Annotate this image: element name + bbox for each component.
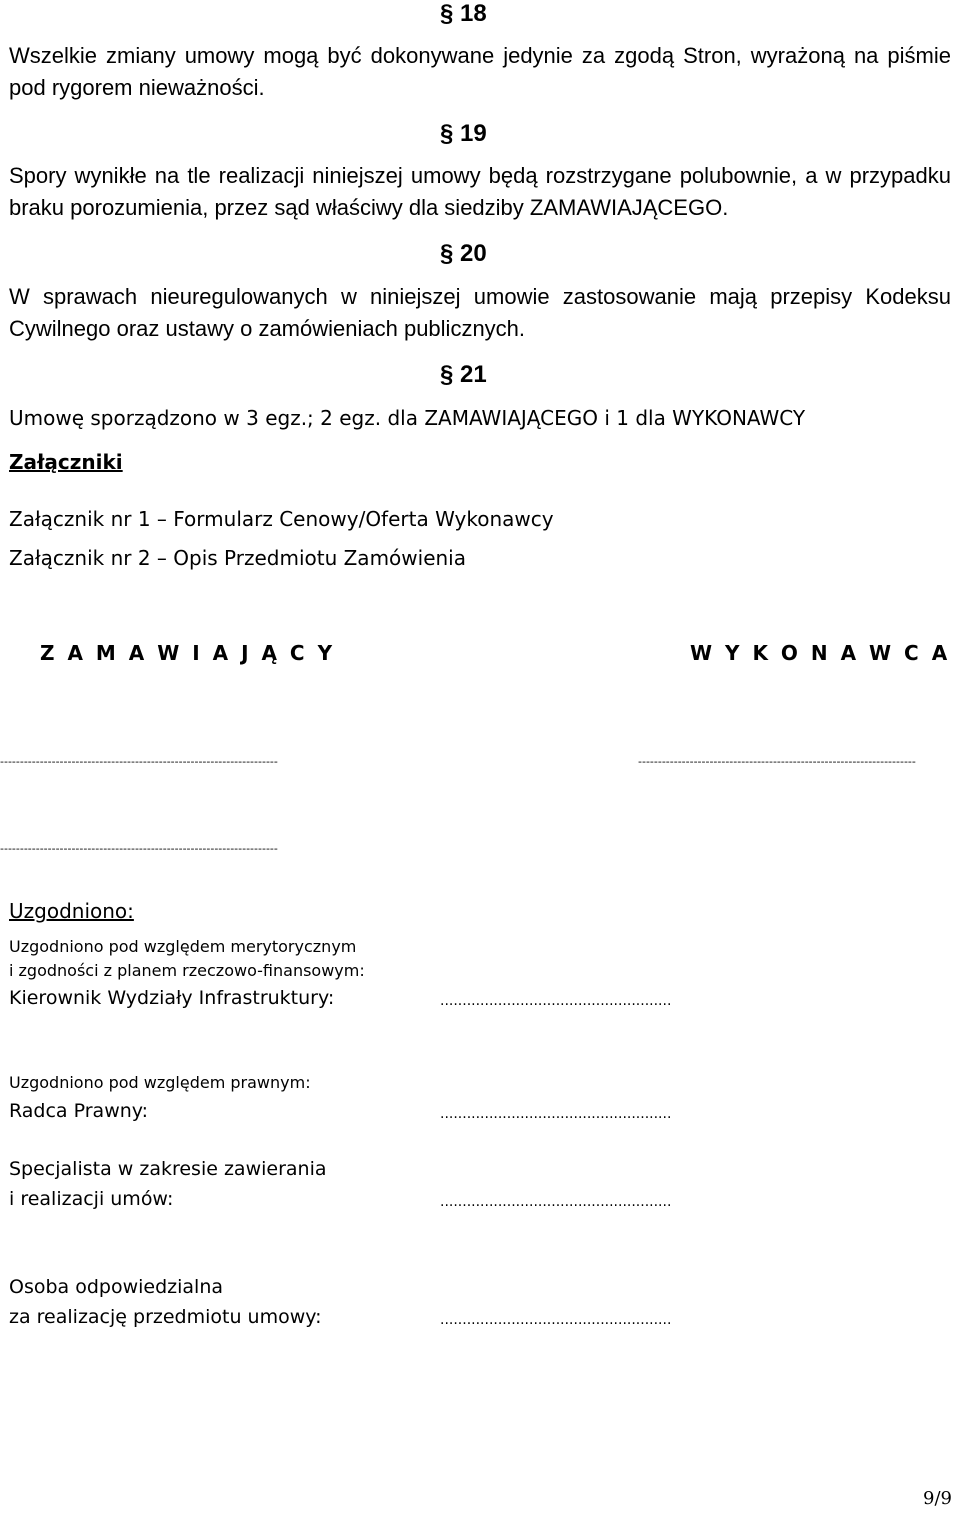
- approval-merit-line1: Uzgodniono pod względem merytorycznym: [9, 937, 357, 956]
- approval-infra-label: Kierownik Wydziały Infrastruktury:: [9, 987, 335, 1009]
- party-ordering: Z A M A W I A J Ą C Y: [40, 641, 336, 665]
- party-contractor: W Y K O N A W C A: [690, 641, 951, 665]
- section-21-heading: § 21: [440, 361, 487, 388]
- attachment-item-2: Załącznik nr 2 – Opis Przedmiotu Zamówienia: [9, 546, 466, 570]
- approval-infra-signature-dots: ....................................................: [440, 993, 672, 1009]
- section-20-text: W sprawach nieuregulowanych w niniejszej umowie zastosowanie mają przepisy Kodeksu Cywilnego oraz ustawy o zamówieniach publicznych.: [9, 284, 951, 341]
- approval-specialist-signature-dots: ....................................................: [440, 1194, 672, 1210]
- signature-line-ordering: ----------------------------------------------------------------------: [0, 755, 278, 768]
- approval-legal-label: Radca Prawny:: [9, 1100, 149, 1122]
- section-21-text: Umowę sporządzono w 3 egz.; 2 egz. dla ZAMAWIAJĄCEGO i 1 dla WYKONAWCY: [9, 406, 806, 430]
- section-19-text: Spory wynikłe na tle realizacji niniejszej umowy będą rozstrzygane polubownie, a w przypadku braku porozumienia, przez sąd właściwy dla siedziby ZAMAWIAJĄCEGO.: [9, 163, 951, 220]
- approval-merit-line2: i zgodności z planem rzeczowo-finansowym:: [9, 961, 365, 980]
- attachments-title: Załączniki: [9, 450, 123, 474]
- approval-responsible-line2: za realizację przedmiotu umowy:: [9, 1306, 322, 1328]
- approval-legal-signature-dots: ....................................................: [440, 1106, 672, 1122]
- approval-responsible-line1: Osoba odpowiedzialna: [9, 1276, 224, 1298]
- section-19-heading: § 19: [440, 120, 487, 147]
- section-18-text: Wszelkie zmiany umowy mogą być dokonywane jedynie za zgodą Stron, wyrażoną na piśmie pod rygorem nieważności.: [9, 43, 951, 100]
- approval-legal-intro: Uzgodniono pod względem prawnym:: [9, 1073, 311, 1092]
- approval-responsible-signature-dots: ....................................................: [440, 1312, 672, 1328]
- section-18-heading: § 18: [440, 0, 487, 27]
- signature-line-contractor: ----------------------------------------------------------------------: [638, 755, 916, 768]
- approval-specialist-line1: Specjalista w zakresie zawierania: [9, 1158, 327, 1180]
- approval-specialist-line2: i realizacji umów:: [9, 1188, 174, 1210]
- attachment-item-1: Załącznik nr 1 – Formularz Cenowy/Oferta Wykonawcy: [9, 507, 554, 531]
- page-number: 9/9: [923, 1488, 952, 1509]
- section-20-heading: § 20: [440, 240, 487, 267]
- approval-title: Uzgodniono:: [9, 899, 134, 923]
- signature-line-extra: ----------------------------------------------------------------------: [0, 842, 278, 855]
